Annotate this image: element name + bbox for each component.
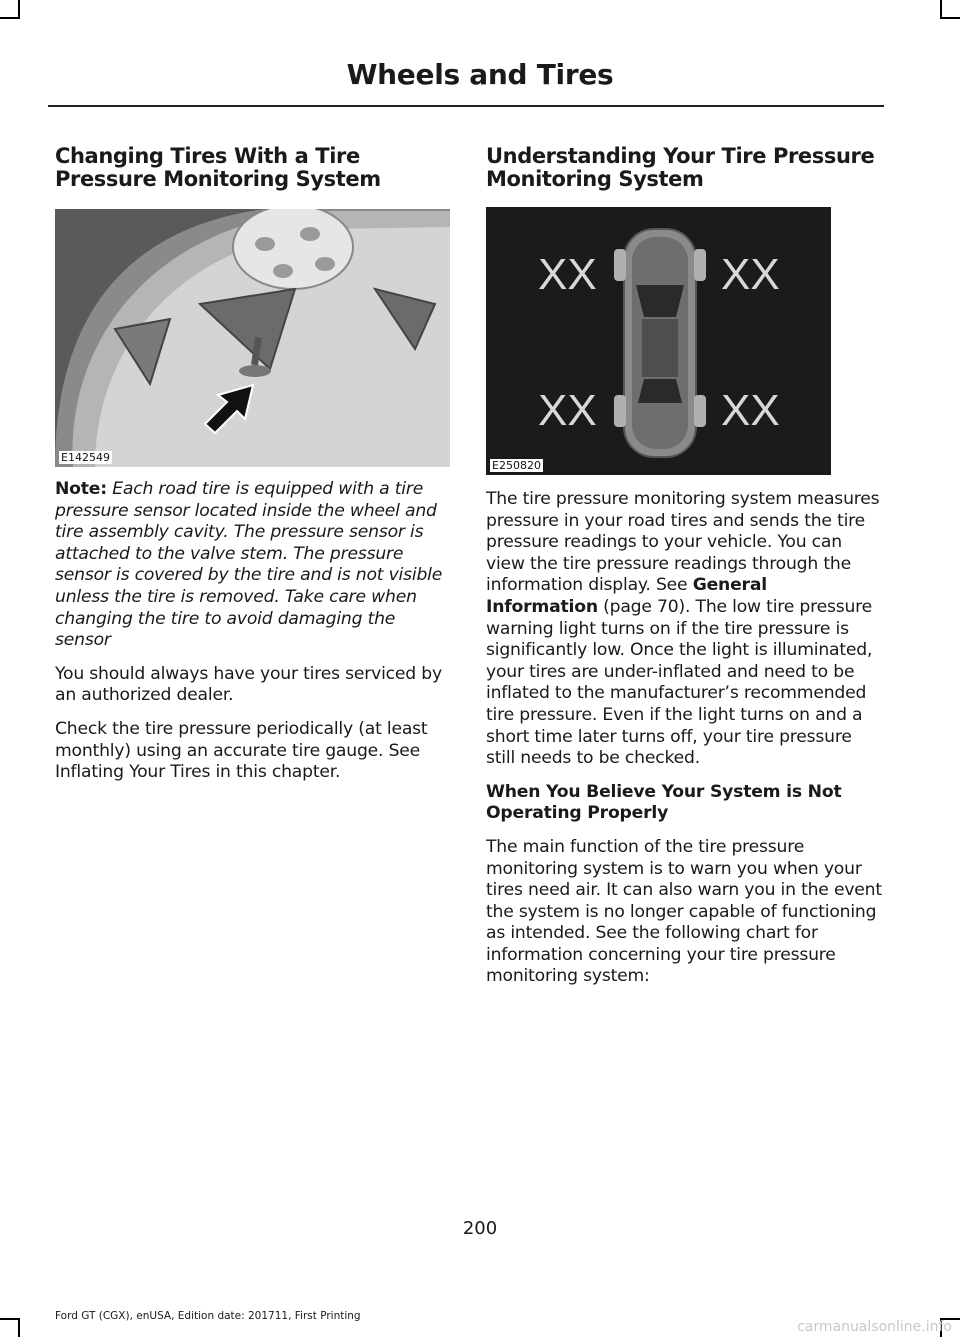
wheel-illustration [55, 209, 450, 467]
page-number: 200 [462, 1218, 498, 1239]
lug-nut [255, 237, 275, 251]
wheel-valve-figure [55, 209, 450, 467]
note-text: Each road tire is equipped with a tire pressure sensor located inside the wheel and tire assembly cavity. The pressure sensor is attached to the valve stem. The pressure sensor is covered by the tire and is not visible unless the tire is removed. Take care when changing the tire to avoid damaging the sensor [55, 479, 443, 651]
car-icon [614, 229, 706, 457]
wheel-hub [233, 209, 353, 289]
paragraph-tpms-description [486, 489, 882, 770]
subheading-not-operating: When You Believe Your System is Not Operating Properly [486, 781, 842, 824]
header-divider [48, 105, 884, 107]
paragraph-main-function: The main function of the tire pressure monitoring system is to warn you when your tires need air. It can also warn you in the event the system is no longer capable of functioning as intended. See the following chart for information concerning your tire pressure monitoring system: [486, 836, 882, 987]
valve-base [239, 365, 271, 377]
note-paragraph [55, 479, 450, 652]
tire-value-front-left: XX [538, 250, 597, 299]
tire-value-rear-left: XX [538, 386, 597, 435]
cross-reference-link[interactable]: General Information [486, 575, 767, 617]
tpms-display [486, 207, 831, 475]
crop-mark [940, 17, 960, 19]
text-segment: The tire pressure monitoring system measures pressure in your road tires and sends the tire pressure readings to your vehicle. You can view the tire pressure readings through the information display. See [486, 489, 880, 596]
left-column [55, 145, 450, 796]
paragraph-service: You should always have your tires serviced by an authorized dealer. [55, 663, 442, 706]
crop-mark [940, 0, 942, 18]
tire-value-front-right: XX [721, 250, 780, 299]
tpms-display-figure [486, 207, 831, 475]
note-label: Note: [55, 479, 107, 499]
crop-mark [18, 1318, 20, 1337]
section-heading-understanding-tpms: Understanding Your Tire Pressure Monitoring System [486, 144, 875, 191]
paragraph-check-pressure: Check the tire pressure periodically (at least monthly) using an accurate tire gauge. See Inflating Your Tires in this chapter. [55, 718, 428, 783]
tire-value-rear-right: XX [721, 386, 780, 435]
figure-id: E250820 [492, 459, 541, 472]
crop-mark [18, 0, 20, 18]
crop-mark [0, 1318, 20, 1320]
lug-nut [300, 227, 320, 241]
section-heading-changing-tires: Changing Tires With a Tire Pressure Monitoring System [55, 144, 381, 191]
crop-mark [0, 17, 20, 19]
text-segment: (page 70). The low tire pressure warning light turns on if the tire pressure is significantly low. Once the light is illuminated, your tires are under-inflated and need to be inflated to the manufacturer’s recommended tire pressure. Even if the light turns on and a short time later turns off, your tire pressure still needs to be checked. [486, 596, 873, 769]
watermark: carmanualsonline.info [797, 1319, 952, 1335]
lug-nut [315, 257, 335, 271]
edition-footer: Ford GT (CGX), enUSA, Edition date: 201711, First Printing [55, 1310, 361, 1322]
lug-nut [273, 264, 293, 278]
page-title: Wheels and Tires [346, 58, 614, 91]
right-column [486, 145, 882, 1000]
figure-id: E142549 [61, 451, 110, 464]
